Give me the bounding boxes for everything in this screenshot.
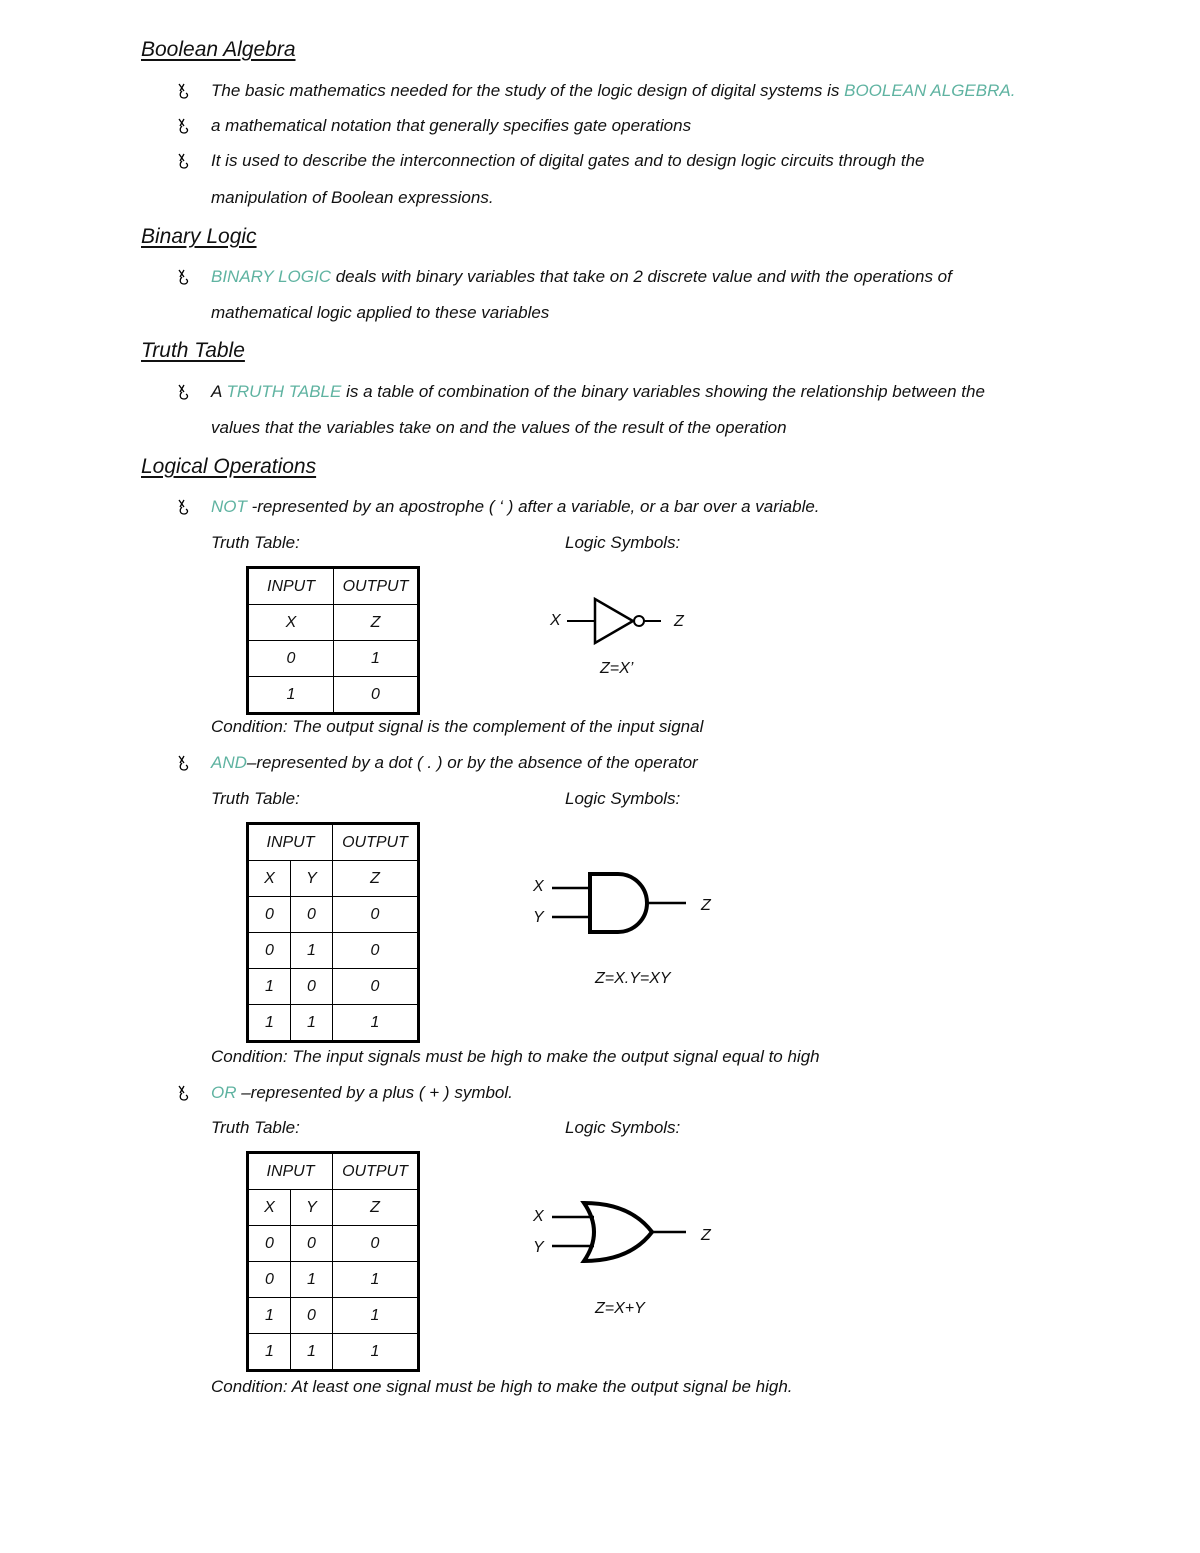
not-description: NOT -represented by an apostrophe ( ‘ ) after a variable, or a bar over a variable. xyxy=(211,497,820,516)
table-cell: 0 xyxy=(248,933,291,969)
table-cell: 1 xyxy=(334,641,419,677)
not-gate-icon xyxy=(565,596,665,646)
or-gate-output-label: Z xyxy=(701,1227,711,1244)
table-header-cell: INPUT xyxy=(248,824,333,861)
table-cell: Z xyxy=(333,861,419,897)
table-cell: Y xyxy=(291,1190,333,1226)
table-cell: 0 xyxy=(248,1262,291,1298)
table-row xyxy=(248,1262,419,1298)
not-logic-symbols-label: Logic Symbols: xyxy=(565,533,681,552)
table-cell: Y xyxy=(291,861,333,897)
not-condition: Condition: The output signal is the complement of the input signal xyxy=(211,717,704,736)
and-gate-output-label: Z xyxy=(701,897,711,914)
boolean-algebra-bullet-1: The basic mathematics needed for the study of the logic design of digital systems is BOOLEAN ALGEBRA. xyxy=(211,81,1016,100)
bullet-icon xyxy=(177,268,191,286)
table-row xyxy=(248,677,419,714)
table-cell: 1 xyxy=(333,1262,419,1298)
table-row xyxy=(248,1190,419,1226)
table-row xyxy=(248,1226,419,1262)
bullet-icon xyxy=(177,152,191,170)
and-gate-input-x-label: X xyxy=(533,878,544,895)
table-row xyxy=(248,969,419,1005)
table-cell: 0 xyxy=(291,969,333,1005)
table-cell: 0 xyxy=(333,969,419,1005)
table-cell: Z xyxy=(334,605,419,641)
not-gate-input-label: X xyxy=(550,612,561,629)
or-gate-icon xyxy=(550,1199,690,1269)
heading-truth-table: Truth Table xyxy=(141,339,245,362)
boolean-algebra-bullet-3-line-1: It is used to describe the interconnection of digital gates and to design logic circuits through the xyxy=(211,151,925,170)
table-cell: 1 xyxy=(291,1262,333,1298)
heading-boolean-algebra: Boolean Algebra xyxy=(141,38,296,61)
table-cell: 0 xyxy=(248,641,334,677)
table-header-cell: OUTPUT xyxy=(333,1153,419,1190)
and-gate-expression: Z=X.Y=XY xyxy=(595,970,671,987)
or-description: OR –represented by a plus ( + ) symbol. xyxy=(211,1083,513,1102)
and-logic-symbols-label: Logic Symbols: xyxy=(565,789,681,808)
table-cell: X xyxy=(248,605,334,641)
and-truth-table-label: Truth Table: xyxy=(211,789,300,808)
table-row xyxy=(248,861,419,897)
table-cell: 1 xyxy=(333,1005,419,1042)
or-truth-table xyxy=(246,1151,420,1372)
table-row xyxy=(248,933,419,969)
table-cell: 0 xyxy=(333,897,419,933)
table-row xyxy=(248,605,419,641)
table-row xyxy=(248,1334,419,1371)
or-gate-expression: Z=X+Y xyxy=(595,1300,645,1317)
table-cell: 0 xyxy=(334,677,419,714)
table-header-cell: OUTPUT xyxy=(334,568,419,605)
truth-table-bullet-line-2: values that the variables take on and the values of the result of the operation xyxy=(211,418,787,437)
table-cell: 1 xyxy=(291,1005,333,1042)
table-row xyxy=(248,897,419,933)
table-cell: 1 xyxy=(248,677,334,714)
or-gate-input-y-label: Y xyxy=(533,1239,544,1256)
bullet-icon xyxy=(177,383,191,401)
bullet-icon xyxy=(177,82,191,100)
heading-logical-operations: Logical Operations xyxy=(141,455,317,478)
or-truth-table-label: Truth Table: xyxy=(211,1118,300,1137)
table-header-cell: OUTPUT xyxy=(333,824,419,861)
table-cell: 0 xyxy=(248,897,291,933)
table-cell: 1 xyxy=(291,933,333,969)
or-gate-input-x-label: X xyxy=(533,1208,544,1225)
table-row xyxy=(248,1298,419,1334)
not-truth-table-label: Truth Table: xyxy=(211,533,300,552)
table-row xyxy=(248,568,419,605)
table-cell: 1 xyxy=(248,1298,291,1334)
bullet-icon xyxy=(177,117,191,135)
table-cell: 0 xyxy=(248,1226,291,1262)
table-cell: 1 xyxy=(333,1298,419,1334)
table-cell: 1 xyxy=(333,1334,419,1371)
table-cell: 0 xyxy=(291,1298,333,1334)
heading-binary-logic: Binary Logic xyxy=(141,225,257,248)
boolean-algebra-bullet-3-line-2: manipulation of Boolean expressions. xyxy=(211,188,494,207)
boolean-algebra-bullet-2: a mathematical notation that generally specifies gate operations xyxy=(211,116,692,135)
and-condition: Condition: The input signals must be high to make the output signal equal to high xyxy=(211,1047,820,1066)
and-truth-table xyxy=(246,822,420,1043)
table-cell: 0 xyxy=(291,1226,333,1262)
bullet-icon xyxy=(177,1084,191,1102)
binary-logic-bullet-line-2: mathematical logic applied to these variables xyxy=(211,303,550,322)
table-cell: X xyxy=(248,861,291,897)
binary-logic-bullet-line-1: BINARY LOGIC deals with binary variables that take on 2 discrete value and with the operations of xyxy=(211,267,952,286)
and-description: AND–represented by a dot ( . ) or by the absence of the operator xyxy=(211,753,698,772)
not-gate-expression: Z=X’ xyxy=(600,660,634,677)
not-gate-output-label: Z xyxy=(674,613,684,630)
bullet-icon xyxy=(177,754,191,772)
table-cell: 0 xyxy=(333,1226,419,1262)
table-header-cell: INPUT xyxy=(248,1153,333,1190)
table-cell: X xyxy=(248,1190,291,1226)
bullet-icon xyxy=(177,498,191,516)
table-cell: 1 xyxy=(248,1334,291,1371)
table-row xyxy=(248,1153,419,1190)
table-cell: Z xyxy=(333,1190,419,1226)
and-gate-icon xyxy=(550,870,690,940)
table-cell: 0 xyxy=(333,933,419,969)
truth-table-bullet-line-1: A TRUTH TABLE is a table of combination of the binary variables showing the relationship between the xyxy=(211,382,985,401)
table-cell: 0 xyxy=(291,897,333,933)
table-header-cell: INPUT xyxy=(248,568,334,605)
table-cell: 1 xyxy=(248,969,291,1005)
table-row xyxy=(248,824,419,861)
table-row xyxy=(248,641,419,677)
table-row xyxy=(248,1005,419,1042)
or-logic-symbols-label: Logic Symbols: xyxy=(565,1118,681,1137)
table-cell: 1 xyxy=(248,1005,291,1042)
not-truth-table xyxy=(246,566,420,715)
and-gate-input-y-label: Y xyxy=(533,909,544,926)
or-condition: Condition: At least one signal must be high to make the output signal be high. xyxy=(211,1377,793,1396)
table-cell: 1 xyxy=(291,1334,333,1371)
